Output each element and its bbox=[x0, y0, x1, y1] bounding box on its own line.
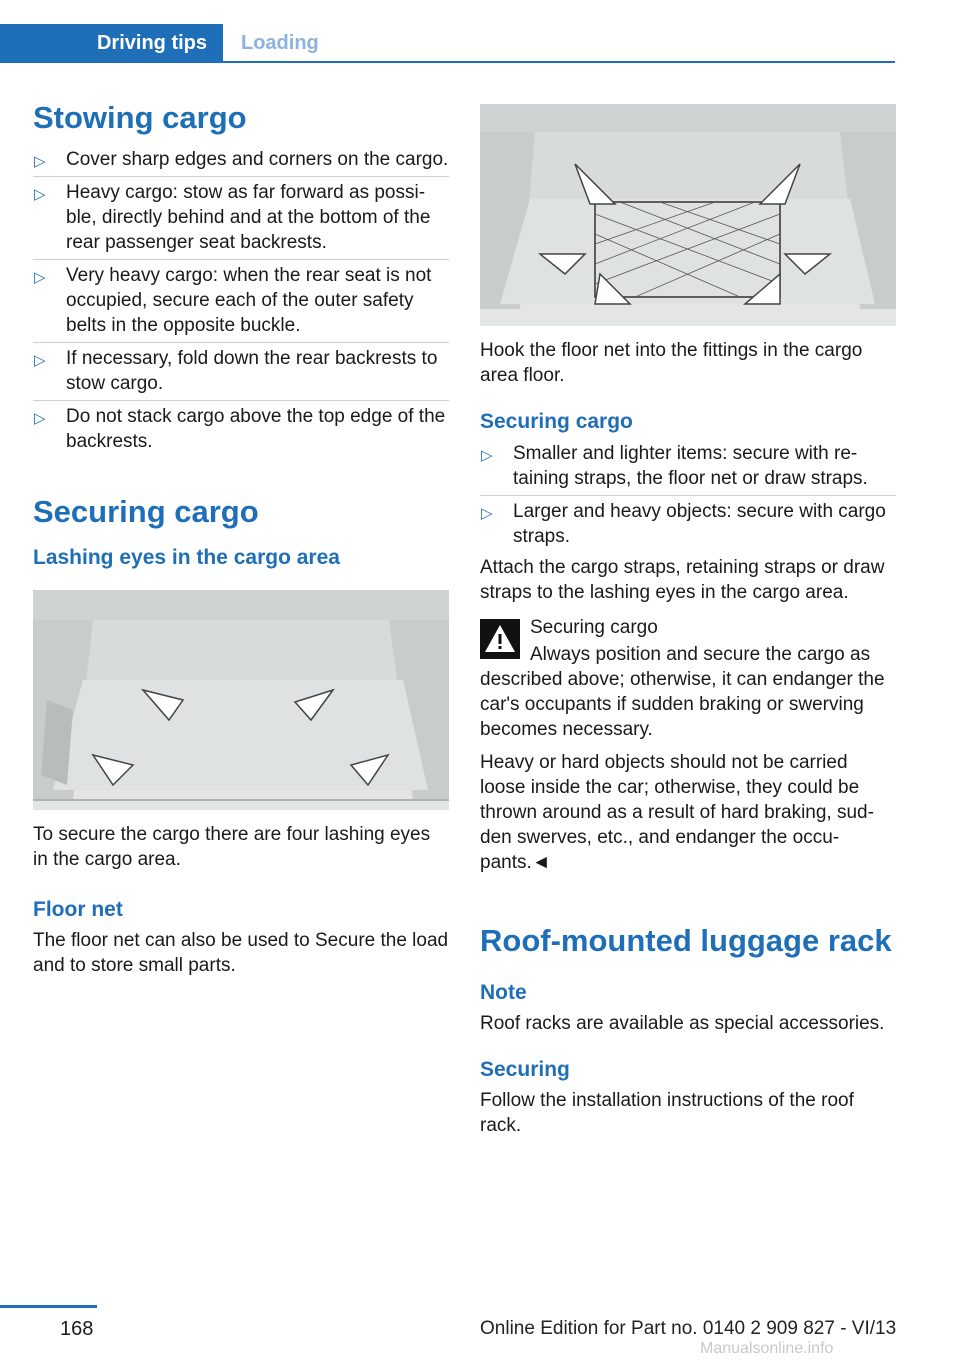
floor-net-heading: Floor net bbox=[33, 898, 123, 921]
lashing-eyes-heading: Lashing eyes in the cargo area bbox=[33, 546, 340, 569]
triangle-right-icon: ▷ bbox=[481, 447, 493, 464]
securing-text: Follow the installation instructions of the roof rack. bbox=[480, 1090, 854, 1136]
left-column bbox=[33, 98, 449, 978]
note-text: Roof racks are available as special accessories. bbox=[480, 1013, 885, 1034]
warning-triangle-icon bbox=[480, 619, 520, 659]
floor-net-image bbox=[480, 104, 896, 326]
stowing-cargo-heading: Stowing cargo bbox=[33, 100, 247, 135]
list-item: ▷ Cover sharp edges and corners on the cargo. bbox=[33, 144, 449, 177]
tab-driving-tips[interactable]: Driving tips bbox=[0, 24, 223, 62]
tab-loading[interactable]: Loading bbox=[241, 32, 319, 54]
securing-list bbox=[480, 438, 896, 553]
list-item: ▷ Smaller and lighter items: secure with re‐taining straps, the floor net or draw straps. bbox=[480, 438, 896, 496]
heavy-objects-text: Heavy or hard objects should not be carried loose inside the car; otherwise, they could be thrown around as a result of hard braking, sud‐den swerves, etc., and endanger the occu‐pants.◄ bbox=[480, 752, 874, 873]
triangle-right-icon: ▷ bbox=[481, 505, 493, 522]
page-number: 168 bbox=[60, 1318, 94, 1340]
triangle-right-icon: ▷ bbox=[34, 410, 46, 427]
warning-title: Securing cargo bbox=[530, 617, 658, 638]
watermark: Manualsonline.info bbox=[700, 1340, 834, 1357]
securing-heading: Securing bbox=[480, 1058, 570, 1081]
chapter-header bbox=[0, 24, 895, 62]
list-item: ▷ If necessary, fold down the rear backrests to stow cargo. bbox=[33, 343, 449, 401]
warning-block bbox=[480, 615, 896, 742]
list-item: ▷ Do not stack cargo above the top edge of the backrests. bbox=[34, 406, 446, 452]
header-divider bbox=[0, 61, 895, 63]
attach-text: Attach the cargo straps, retaining straps or draw straps to the lashing eyes in the cargo area. bbox=[480, 557, 885, 603]
edition-text: Online Edition for Part no. 0140 2 909 827 - VI/13 bbox=[480, 1318, 897, 1339]
lashing-eyes-image bbox=[33, 590, 449, 810]
stowing-list bbox=[33, 144, 449, 458]
note-heading: Note bbox=[480, 981, 527, 1004]
triangle-right-icon: ▷ bbox=[34, 153, 46, 170]
roof-rack-heading: Roof-mounted luggage rack bbox=[480, 923, 892, 958]
warning-text: Always position and secure the cargo as described above; otherwise, it can endanger the car's occupants if sudden braking or swerving becomes necessary. bbox=[480, 644, 885, 740]
securing-cargo-subheading: Securing cargo bbox=[480, 410, 633, 433]
triangle-right-icon: ▷ bbox=[34, 186, 46, 203]
list-item: ▷ Heavy cargo: stow as far forward as possi‐ble, directly behind and at the bottom of the rear passenger seat backrests. bbox=[33, 177, 449, 260]
securing-cargo-heading: Securing cargo bbox=[33, 494, 259, 529]
right-column bbox=[480, 104, 896, 1138]
footer-divider bbox=[0, 1305, 97, 1308]
triangle-right-icon: ▷ bbox=[34, 352, 46, 369]
triangle-right-icon: ▷ bbox=[34, 269, 46, 286]
list-item: ▷ Very heavy cargo: when the rear seat is not occupied, secure each of the outer safety belts in the opposite buckle. bbox=[33, 260, 449, 343]
floor-net-text: The floor net can also be used to Secure the load and to store small parts. bbox=[33, 930, 449, 976]
floor-net-caption: Hook the floor net into the fittings in the cargo area floor. bbox=[480, 340, 863, 386]
lashing-eyes-text: To secure the cargo there are four lashing eyes in the cargo area. bbox=[33, 824, 431, 870]
list-item: ▷ Larger and heavy objects: secure with cargo straps. bbox=[481, 501, 886, 547]
